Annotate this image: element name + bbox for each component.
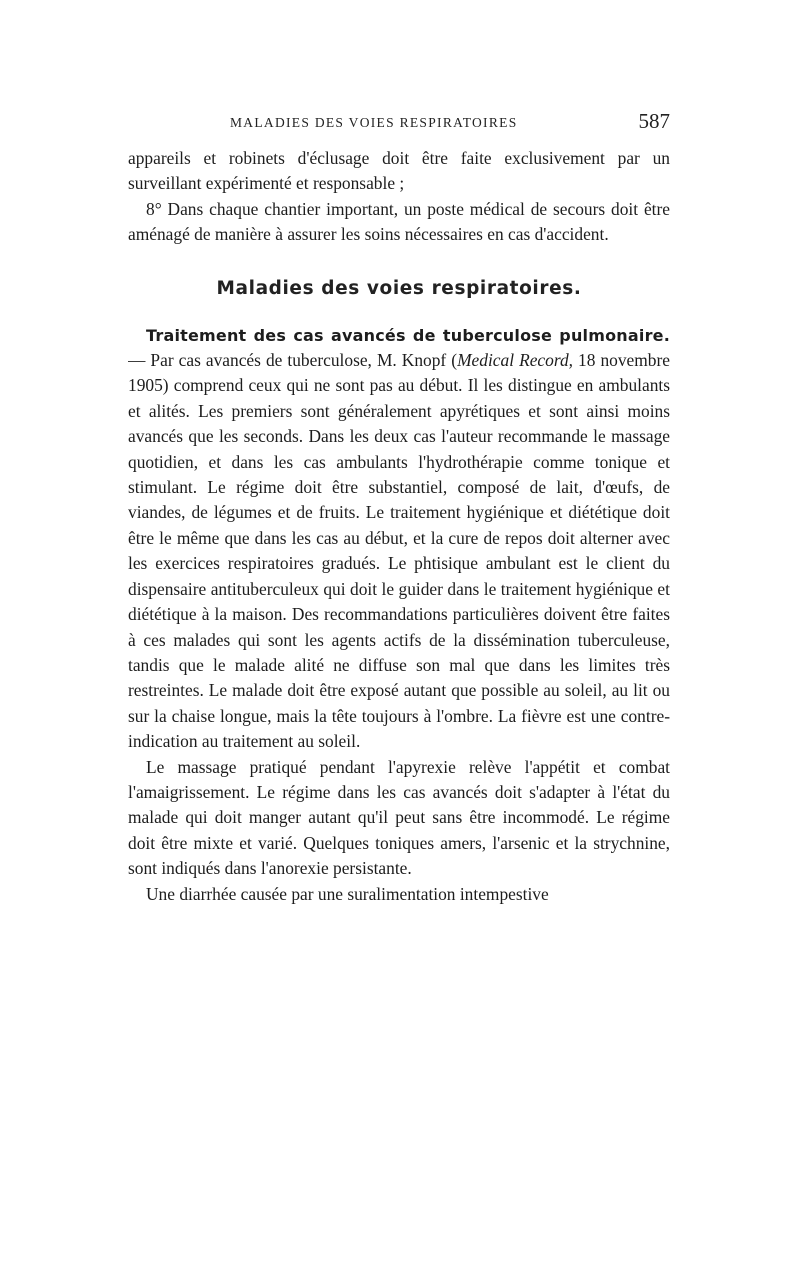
paragraph-diarrhea: Une diarrhée causée par une suralimentation intempestive [146,883,549,904]
paragraph-treatment [128,323,670,755]
book-page [128,112,670,1232]
paragraph-massage: Le massage pratiqué pendant l'apyrexie relève l'appétit et combat l'amaigrissement. Le régime dans les cas avancés doit s'adapter à l'état du malade qui doit manger autant qu'il peut sans être incommodé. Le régime doit être mixte et varié. Quelques toniques amers, l'arsenic et la strychnine, sont indiqués dans l'anorexie persistante. [128,756,670,879]
subheading: Traitement des cas avancés de tuberculose pulmonaire. [146,325,670,345]
section-title: Maladies des voies respiratoires. [216,277,582,299]
page-number: 587 [638,112,670,133]
paragraph-item-8: 8° Dans chaque chantier important, un poste médical de secours doit être aménagé de manière à assurer les soins nécessaires en cas d'accident. [128,198,670,245]
running-title: MALADIES DES VOIES RESPIRATOIRES [230,115,518,130]
paragraph-treatment-body: 18 novembre 1905) comprend ceux qui ne sont pas au début. Il les distingue en ambulants et alités. Les premiers sont généralement apyrétiques et sont ainsi moins avancés que les seconds. Dans les deux cas l'auteur recommande le massage quotidien, et dans les cas ambulants l'hydrothérapie comme tonique et stimulant. Le régime doit être substantiel, composé de lait, d'œufs, de viandes, de légumes et de fruits. Le traitement hygiénique et diététique doit être le même que dans les cas au début, et la cure de repos doit alterner avec les exercices respiratoires gradués. Le phtisique ambulant est le client du dispensaire antituberculeux qui doit le guider dans le traitement hygiénique et diététique à la maison. Des recommandations particulières doivent être faites à ces malades qui sont les agents actifs de la dissémination tuberculeuse, tandis que le malade alité ne diffuse son mal que dans les limites très restreintes. Le malade doit être exposé autant que possible au soleil, au lit ou sur la chaise longue, mais la tête toujours à l'ombre. La fièvre est une contre-indication au traitement au soleil. [128,350,670,752]
paragraph-continuation: appareils et robinets d'éclusage doit être faite exclusivement par un surveillant expérimenté et responsable ; [128,148,670,194]
running-head [128,112,670,146]
paragraph-treatment-lead: — Par cas avancés de tuberculose, M. Knopf ( [128,350,458,371]
citation-journal: Medical Record, [457,350,573,371]
